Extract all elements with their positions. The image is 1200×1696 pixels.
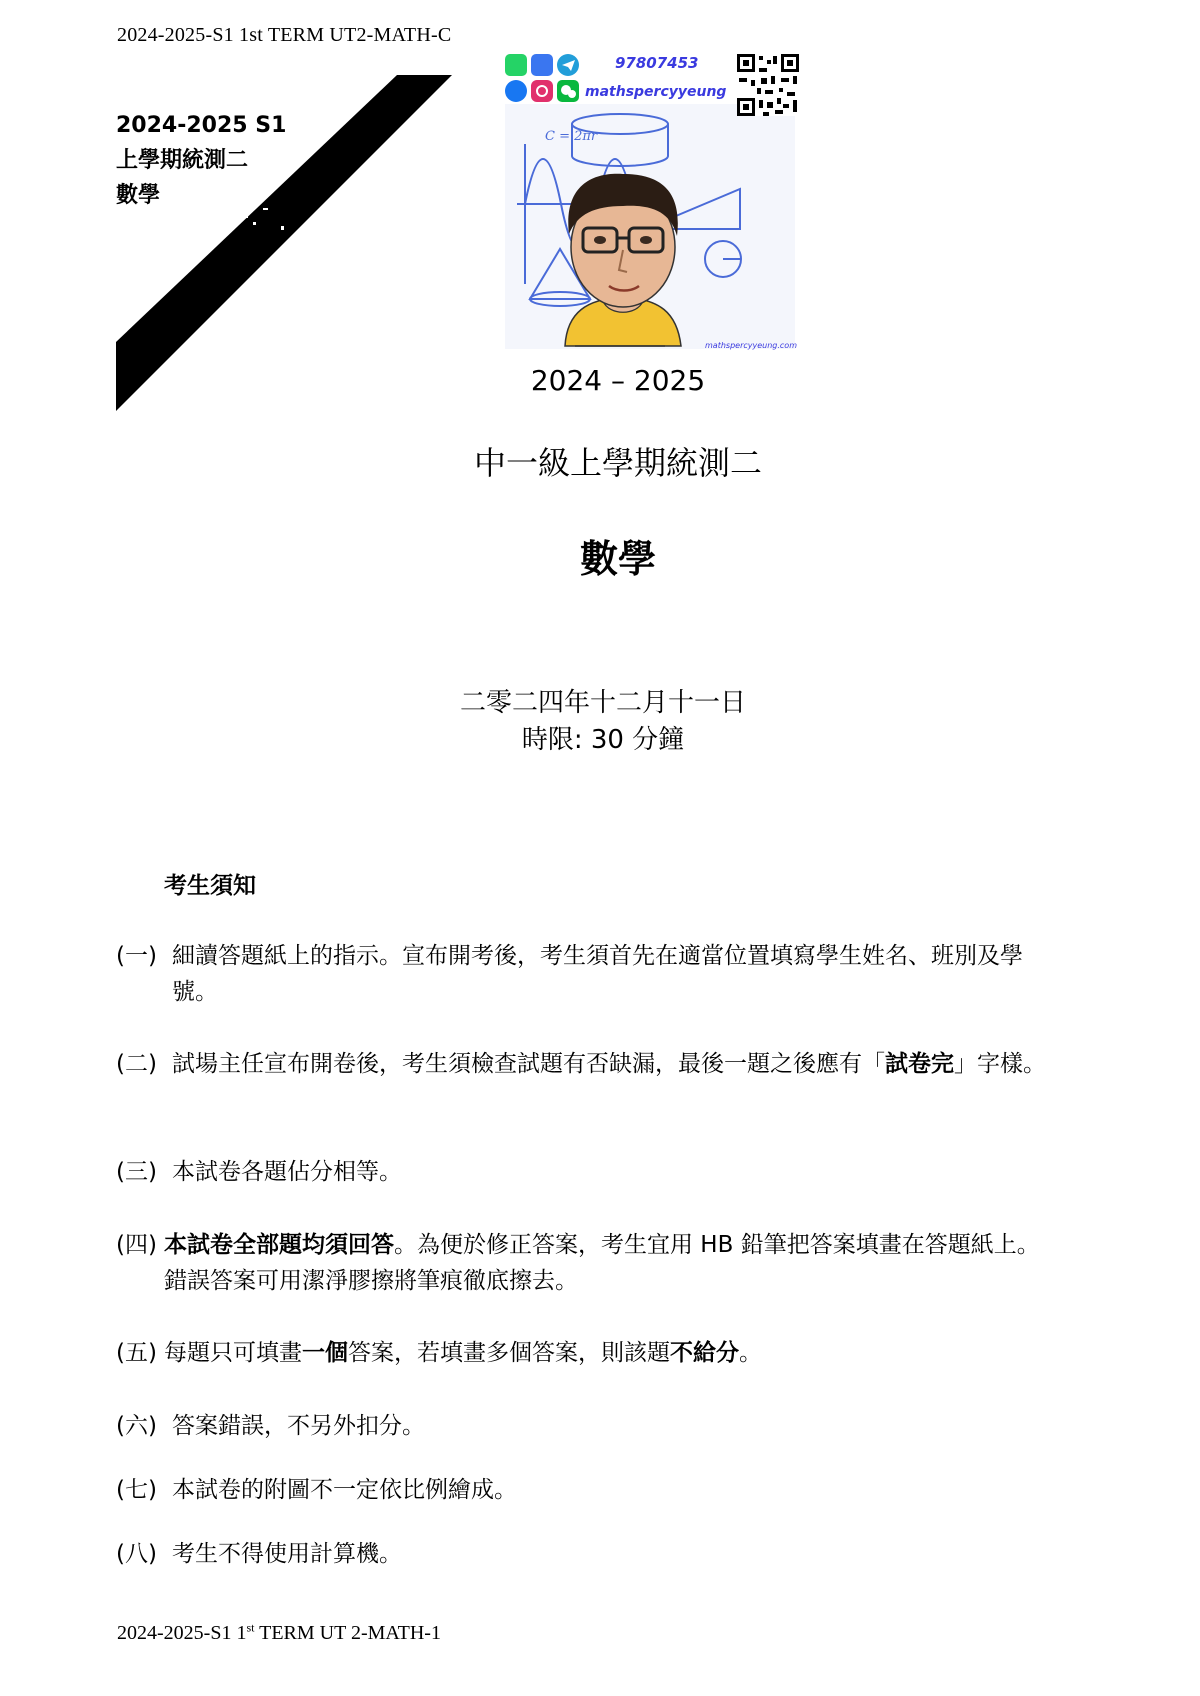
side-title <box>116 108 286 213</box>
notice-item-2: (二) 試場主任宣布開卷後，考生須檢查試題有否缺漏，最後一題之後應有「試卷完」字樣。 <box>116 1051 1046 1077</box>
notice-item-1: (一) 細讀答題紙上的指示。宣布開考後，考生須首先在適當位置填寫學生姓名、班別及學號。 <box>116 943 1023 1005</box>
signal-icon <box>531 54 553 76</box>
notice-item-6: (六) 答案錯誤，不另外扣分。 <box>116 1413 425 1439</box>
logo-phone: 97807453 <box>615 54 699 72</box>
logo-website: mathspercyyeung.com <box>705 341 797 350</box>
logo-handle: mathspercyyeung <box>585 84 727 100</box>
header-code: 2024-2025-S1 1st TERM UT2-MATH-C <box>117 24 452 46</box>
subject-title: 數學 <box>579 537 656 581</box>
exam-date: 二零二四年十二月十一日 <box>459 688 746 718</box>
tutor-logo <box>505 54 805 350</box>
instagram-icon <box>531 80 553 102</box>
time-limit: 時限: 30 分鐘 <box>521 725 685 755</box>
notice-item-3: (三) 本試卷各題佔分相等。 <box>116 1159 402 1185</box>
exam-name: 中一級上學期統測二 <box>473 444 762 482</box>
notice-item-4: (四) 本試卷全部題均須回答。為便於修正答案，考生宜用 HB 鉛筆把答案填畫在答題紙上。錯誤答案可用潔淨膠擦將筆痕徹底擦去。 <box>116 1232 1040 1294</box>
side-title-subject: 數學 <box>116 183 161 208</box>
side-title-exam: 上學期統測二 <box>116 148 249 173</box>
facebook-icon <box>505 80 527 102</box>
avatar <box>565 174 681 346</box>
social-icons <box>505 54 579 102</box>
formula-circumference: C = 2πr <box>545 129 598 144</box>
notice-item-5: (五) 每題只可填畫一個答案，若填畫多個答案，則該題不給分。 <box>116 1340 762 1366</box>
side-title-year: 2024-2025 S1 <box>116 113 287 138</box>
footer-code: 2024-2025-S1 1st TERM UT 2-MATH-1 <box>117 1620 441 1644</box>
notice-item-7: (七) 本試卷的附圖不一定依比例繪成。 <box>116 1477 517 1503</box>
whatsapp-icon <box>505 54 527 76</box>
qr-code-icon <box>737 54 799 116</box>
school-year: 2024 – 2025 <box>530 364 706 397</box>
notice-item-8: (八) 考生不得使用計算機。 <box>116 1541 402 1567</box>
notice-heading: 考生須知 <box>164 873 256 899</box>
